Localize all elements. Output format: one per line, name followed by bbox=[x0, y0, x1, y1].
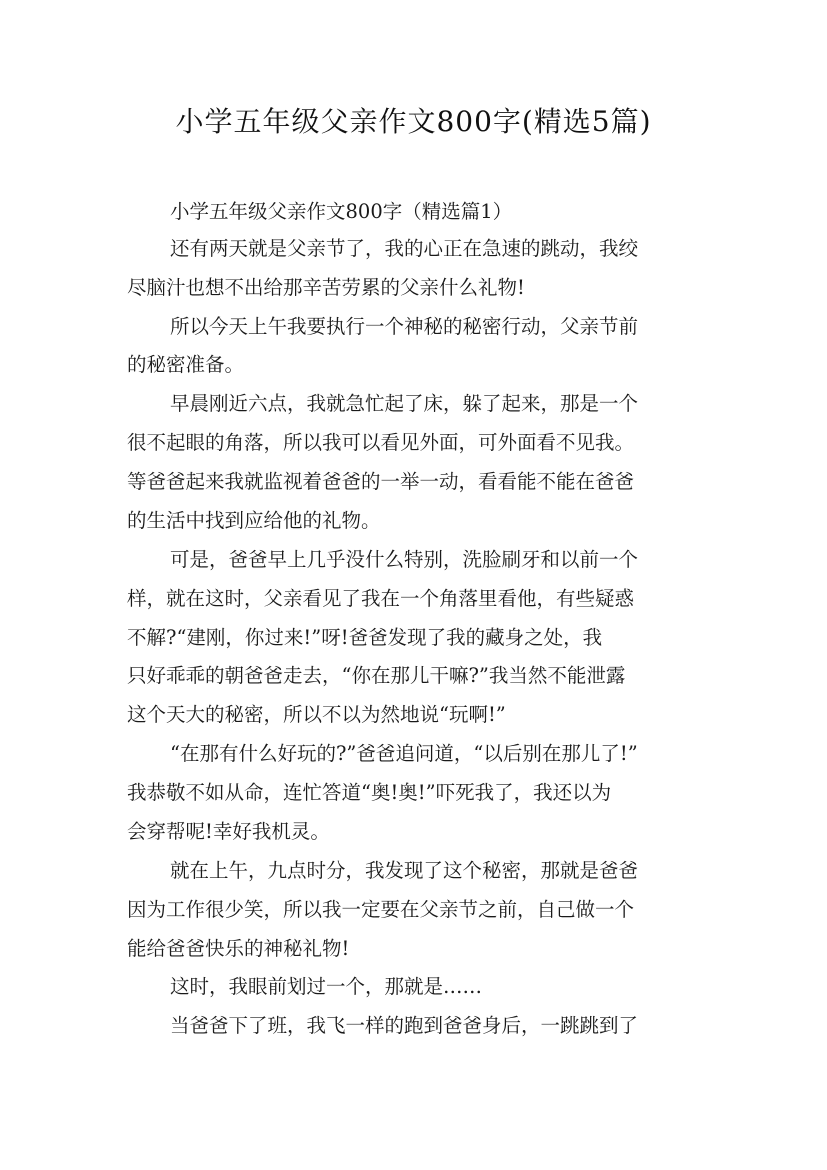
paragraph-line: 等爸爸起来我就监视着爸爸的一举一动，看看能不能在爸爸 bbox=[127, 470, 635, 493]
paragraph-line: 很不起眼的角落，所以我可以看见外面，可外面看不见我。 bbox=[127, 431, 635, 454]
paragraph-line: “在那有什么好玩的?”爸爸追问道，“以后别在那儿了!” bbox=[170, 742, 638, 765]
section-heading: 小学五年级父亲作文800字（精选篇1） bbox=[170, 200, 513, 223]
paragraph-line: 这个天大的秘密，所以不以为然地说“玩啊!” bbox=[127, 703, 506, 726]
paragraph-line: 样，就在这时，父亲看见了我在一个角落里看他，有些疑惑 bbox=[127, 587, 635, 610]
paragraph-line: 的生活中找到应给他的礼物。 bbox=[127, 509, 381, 532]
paragraph-line: 这时，我眼前划过一个，那就是…… bbox=[170, 975, 483, 998]
paragraph-line: 早晨刚近六点，我就急忙起了床，躲了起来，那是一个 bbox=[170, 392, 639, 415]
document-title: 小学五年级父亲作文800字(精选5篇) bbox=[175, 105, 652, 138]
paragraph-line: 尽脑汁也想不出给那辛苦劳累的父亲什么礼物! bbox=[127, 276, 525, 299]
paragraph-line: 会穿帮呢!幸好我机灵。 bbox=[127, 820, 330, 843]
paragraph-line: 就在上午，九点时分，我发现了这个秘密，那就是爸爸 bbox=[170, 859, 639, 882]
paragraph-line: 所以今天上午我要执行一个神秘的秘密行动，父亲节前 bbox=[170, 315, 639, 338]
paragraph-line: 不解?“建刚，你过来!”呀!爸爸发现了我的藏身之处，我 bbox=[127, 626, 603, 649]
paragraph-line: 的秘密准备。 bbox=[127, 353, 245, 376]
paragraph-line: 因为工作很少笑，所以我一定要在父亲节之前，自己做一个 bbox=[127, 898, 635, 921]
paragraph-line: 我恭敬不如从命，连忙答道“奥!奥!”吓死我了，我还以为 bbox=[127, 781, 612, 804]
paragraph-line: 只好乖乖的朝爸爸走去，“你在那儿干嘛?”我当然不能泄露 bbox=[127, 664, 626, 687]
paragraph-line: 可是，爸爸早上几乎没什么特别，洗脸刷牙和以前一个 bbox=[170, 548, 639, 571]
paragraph-line: 当爸爸下了班，我飞一样的跑到爸爸身后，一跳跳到了 bbox=[170, 1014, 639, 1037]
paragraph-line: 能给爸爸快乐的神秘礼物! bbox=[127, 937, 350, 960]
paragraph-line: 还有两天就是父亲节了，我的心正在急速的跳动，我绞 bbox=[170, 237, 639, 260]
